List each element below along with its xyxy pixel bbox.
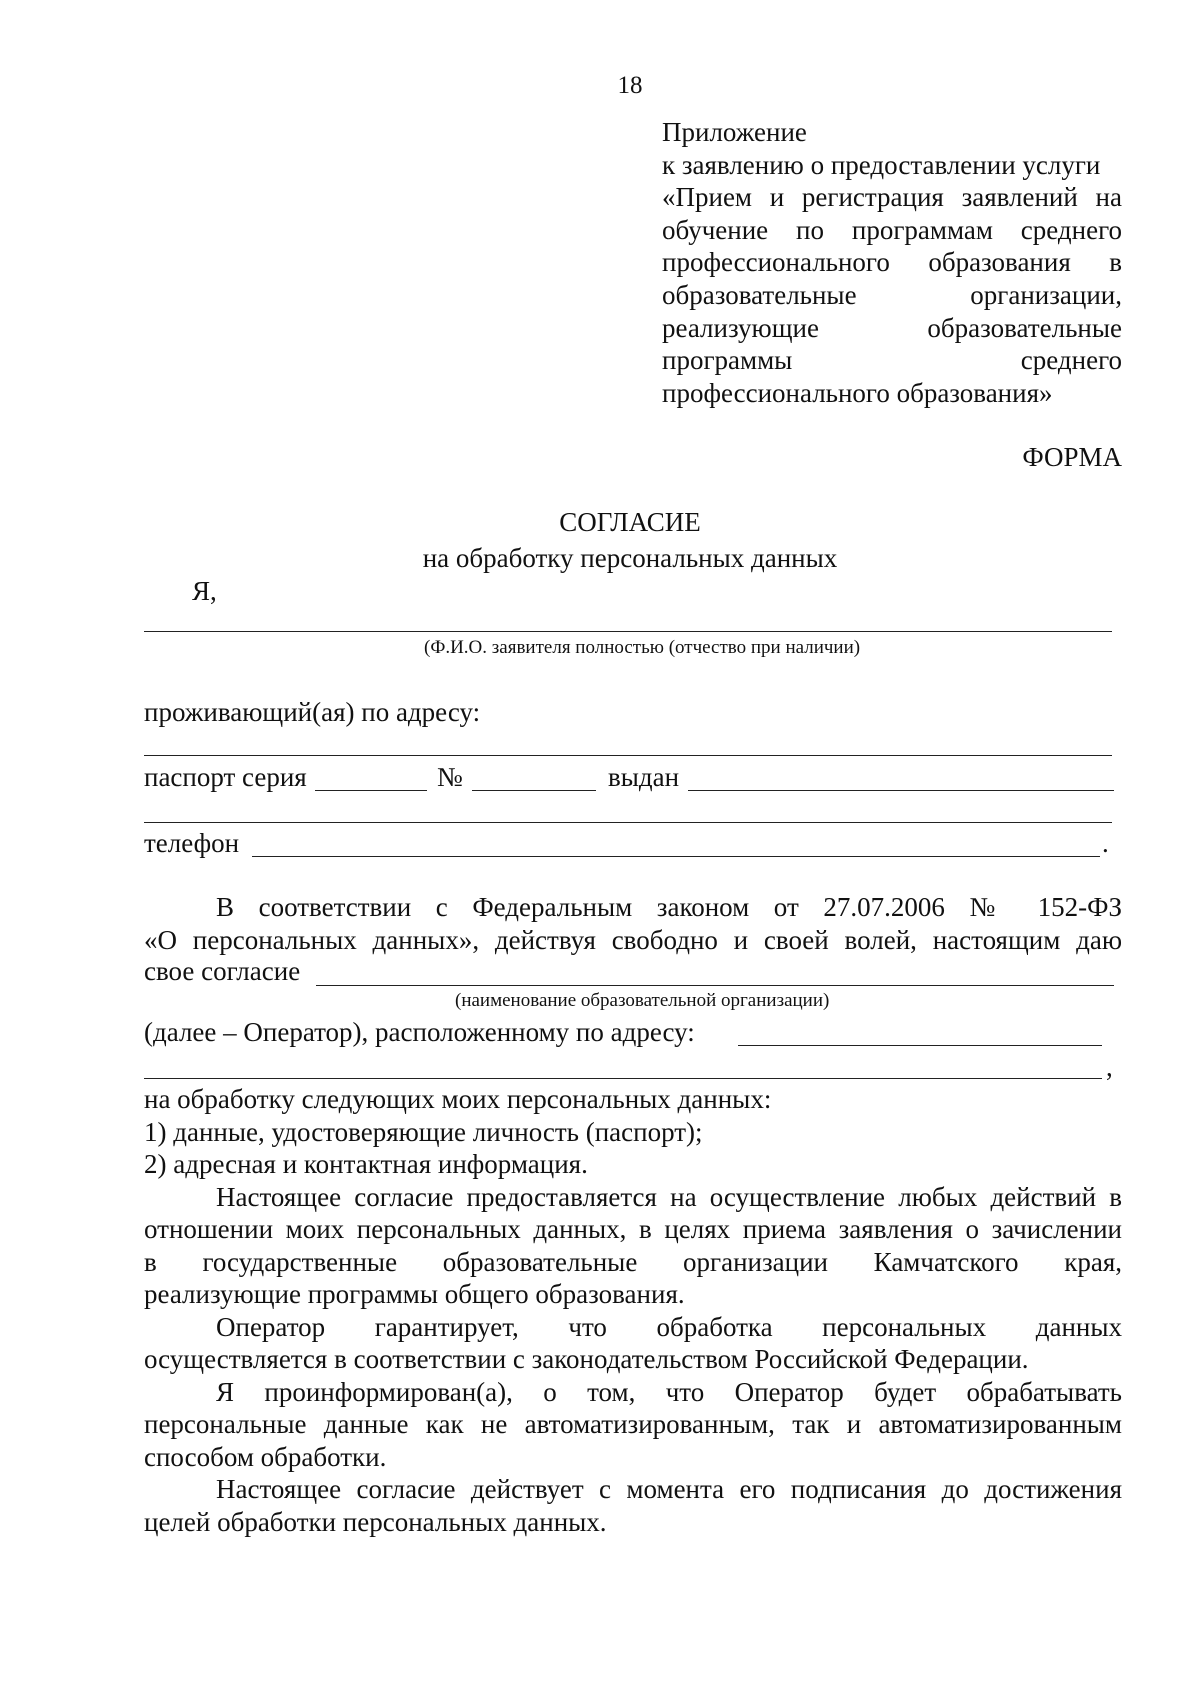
operator-address-fill[interactable]: [738, 1045, 1102, 1046]
name-fill-line[interactable]: [144, 631, 1112, 632]
operator-address-label: (далее – Оператор), расположенному по адресу:: [144, 1017, 695, 1047]
operator-address-fill-2[interactable]: [144, 1078, 1102, 1079]
passport-issued-fill[interactable]: [688, 790, 1114, 791]
annex-line: реализующие образовательные: [662, 312, 1122, 343]
main-text: [144, 1083, 1122, 1538]
paragraph-line: Настоящее согласие предоставляется на осуществление любых действий в: [216, 1181, 1122, 1212]
list-item: 2) адресная и контактная информация.: [144, 1149, 588, 1179]
document-subtitle: на обработку персональных данных: [422, 543, 838, 573]
applicant-prefix: Я,: [192, 576, 217, 606]
passport-extra-fill-line[interactable]: [144, 822, 1112, 823]
paragraph-line: реализующие программы общего образования.: [144, 1279, 685, 1309]
address-label: проживающий(ая) по адресу:: [144, 697, 481, 727]
org-caption: (наименование образовательной организации): [455, 990, 830, 1011]
annex-header: [662, 116, 1122, 409]
paragraph-line: Оператор гарантирует, что обработка персональных данных: [216, 1311, 1122, 1342]
annex-line: «Прием и регистрация заявлений на: [662, 182, 1122, 213]
paragraph-line: в государственные образовательные организации Камчатского края,: [144, 1246, 1122, 1277]
passport-number-label: №: [437, 762, 463, 792]
passport-issued-label: выдан: [608, 762, 680, 792]
consent-line-2: «О персональных данных», действуя свободно и своей волей, настоящим даю: [144, 924, 1122, 955]
name-caption: (Ф.И.О. заявителя полностью (отчество при наличии): [424, 637, 861, 658]
consent-line-3: свое согласие: [144, 956, 301, 986]
list-item: 1) данные, удостоверяющие личность (паспорт);: [144, 1116, 703, 1147]
consent-line-1: В соответствии с Федеральным законом от 27.07.2006 № 152-ФЗ: [216, 892, 1122, 922]
passport-number-fill[interactable]: [472, 790, 596, 791]
consent-block: [144, 891, 1122, 956]
org-name-fill-line[interactable]: [316, 985, 1114, 986]
paragraph-line: способом обработки.: [144, 1441, 387, 1472]
address-fill-line[interactable]: [144, 755, 1112, 756]
paragraph-line: персональные данные как не автоматизированным, так и автоматизированным: [144, 1409, 1122, 1439]
annex-line: программы среднего: [662, 345, 1122, 376]
annex-line: Приложение: [662, 117, 807, 147]
annex-line: к заявлению о предоставлении услуги: [662, 149, 1101, 180]
page-number: 18: [617, 72, 643, 99]
phone-end: .: [1102, 828, 1109, 858]
annex-line: обучение по программам среднего: [662, 214, 1122, 245]
passport-series-fill[interactable]: [315, 790, 427, 791]
annex-line: профессионального образования в: [662, 247, 1122, 278]
paragraph-line: осуществляется в соответствии с законодательством Российской Федерации.: [144, 1344, 1029, 1374]
document-title: СОГЛАСИЕ: [559, 507, 701, 537]
paragraph-line: Настоящее согласие действует с момента его подписания до достижения: [216, 1474, 1122, 1504]
paragraph: на обработку следующих моих персональных данных:: [144, 1084, 772, 1114]
paragraph-line: отношении моих персональных данных, в целях приема заявления о зачислении: [144, 1214, 1122, 1244]
operator-end: ,: [1106, 1052, 1113, 1082]
phone-fill-line[interactable]: [252, 856, 1100, 857]
passport-series-label: паспорт серия: [144, 762, 307, 792]
paragraph-line: целей обработки персональных данных.: [144, 1506, 607, 1537]
phone-label: телефон: [144, 828, 240, 858]
annex-line: образовательные организации,: [662, 279, 1122, 310]
form-label: ФОРМА: [1022, 442, 1122, 472]
paragraph-line: Я проинформирован(а), о том, что Оператор будет обрабатывать: [216, 1376, 1122, 1407]
annex-line: профессионального образования»: [662, 377, 1053, 408]
